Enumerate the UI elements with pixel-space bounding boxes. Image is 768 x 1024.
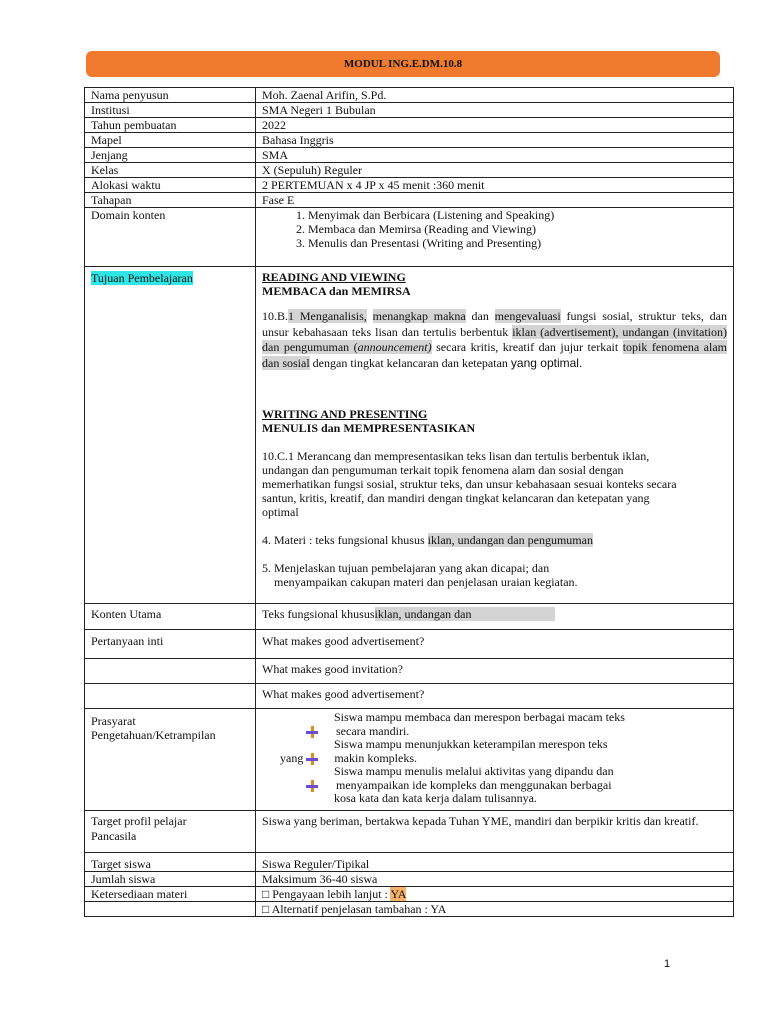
tujuan5-line1: 5. Menjelaskan tujuan pembelajaran yang akan dicapai; dan <box>262 561 550 575</box>
value-tahun: 2022 <box>256 118 734 133</box>
profil-label-2: Pancasila <box>91 828 137 843</box>
konten-text: Teks fungsional khusus <box>262 607 375 621</box>
row-ketersediaan <box>85 886 734 901</box>
row-institusi <box>85 103 734 118</box>
rv-highlight: mengevaluasi <box>494 309 561 323</box>
module-title: MODUL ING.E.DM.10.8 <box>343 58 463 70</box>
value-ketersediaan-1 <box>256 886 734 901</box>
row-jumlah <box>85 871 734 886</box>
label-ketersediaan: Ketersediaan materi <box>85 886 256 901</box>
label-tujuan <box>85 267 256 604</box>
value-pertanyaan-2: What makes good invitation? <box>256 659 734 684</box>
row-pertanyaan-2 <box>85 659 734 684</box>
value-konten <box>256 604 734 630</box>
rv-text: dan <box>465 309 495 323</box>
prasyarat-text: secara mandiri. <box>336 723 410 738</box>
prasyarat-text: makin kompleks. <box>334 750 417 765</box>
tujuan5-line2: menyampaikan cakupan materi dan penjelasan uraian kegiatan. <box>274 575 578 589</box>
value-alokasi: 2 PERTEMUAN x 4 JP x 45 menit :360 menit <box>256 178 734 193</box>
row-alokasi <box>85 178 734 193</box>
label-mapel: Mapel <box>85 133 256 148</box>
row-penyusun <box>85 88 734 103</box>
rv-highlight: announcement) <box>357 340 432 354</box>
value-mapel: Bahasa Inggris <box>256 133 734 148</box>
label-pertanyaan-empty <box>85 659 256 684</box>
prasyarat-item <box>280 765 727 806</box>
label-konten: Konten Utama <box>85 604 256 630</box>
ketersediaan-highlight: YA <box>390 886 407 901</box>
writing-title: WRITING AND PRESENTING <box>262 407 428 421</box>
label-domain: Domain konten <box>85 208 256 267</box>
prasyarat-text: Siswa mampu menunjukkan keterampilan merespon teks <box>334 737 608 751</box>
domain-item: 3. Menulis dan Presentasi (Writing and Presenting) <box>308 236 727 250</box>
row-target <box>85 852 734 871</box>
label-institusi: Institusi <box>85 103 256 118</box>
prasyarat-text: kosa kata dan kata kerja dalam tulisannya. <box>334 791 537 805</box>
profil-label-1: Target profil pelajar <box>91 813 187 828</box>
materi-text: 4. Materi : teks fungsional khusus <box>262 533 428 547</box>
value-tahapan: Fase E <box>256 193 734 208</box>
ketersediaan-text: □ Pengayaan lebih lanjut : <box>262 886 391 901</box>
prasyarat-item <box>280 711 727 738</box>
row-tujuan <box>85 267 734 604</box>
materi-highlight: iklan, undangan dan pengumuman <box>427 533 593 547</box>
materi-line <box>262 533 727 547</box>
prasyarat-text: menyampaikan ide kompleks dan menggunakan berbagai <box>336 777 612 792</box>
row-ketersediaan-2 <box>85 901 734 916</box>
prasyarat-label-2: Pengetahuan/Ketrampilan <box>91 728 216 742</box>
label-pertanyaan-empty <box>85 684 256 709</box>
row-prasyarat <box>85 709 734 811</box>
row-pertanyaan-3 <box>85 684 734 709</box>
row-jenjang <box>85 148 734 163</box>
value-prasyarat <box>256 709 734 811</box>
prasyarat-text: yang <box>280 750 304 765</box>
plus-bullet-icon <box>306 726 318 738</box>
label-tahapan: Tahapan <box>85 193 256 208</box>
module-title-bar <box>86 51 720 77</box>
value-tujuan <box>256 267 734 604</box>
value-jenjang: SMA <box>256 148 734 163</box>
row-pertanyaan-1 <box>85 630 734 659</box>
row-kelas <box>85 163 734 178</box>
module-table <box>84 87 734 917</box>
value-institusi: SMA Negeri 1 Bubulan <box>256 103 734 118</box>
row-konten <box>85 604 734 630</box>
label-alokasi: Alokasi waktu <box>85 178 256 193</box>
rv-highlight: iklan (advertisement), undangan (invitation) dan pengumuman ( <box>262 324 727 354</box>
label-ketersediaan-empty <box>85 901 256 916</box>
prasyarat-item <box>280 738 727 765</box>
rv-text: dengan tingkat kelancaran dan ketepatan <box>309 355 511 370</box>
rv-highlight: topik fenomena alam dan sosial <box>262 340 727 370</box>
value-ketersediaan-2: □ Alternatif penjelasan tambahan : YA <box>256 901 734 916</box>
tujuan-label: Tujuan Pembelajaran <box>91 271 193 285</box>
label-jumlah: Jumlah siswa <box>85 871 256 886</box>
domain-list <box>262 208 727 250</box>
rv-highlight: menangkap makna <box>372 309 466 323</box>
writing-subtitle: MENULIS dan MEMPRESENTASIKAN <box>262 421 476 435</box>
rv-text: 10.B. <box>262 309 289 323</box>
label-kelas: Kelas <box>85 163 256 178</box>
rv-text: fungsi sosial, struktur teks, dan unsur kebahasaan teks lisan dan tertulis berbentuk <box>262 309 727 339</box>
reading-subtitle: MEMBACA dan MEMIRSA <box>262 284 411 298</box>
row-domain <box>85 208 734 267</box>
label-target: Target siswa <box>85 852 256 871</box>
value-domain <box>256 208 734 267</box>
prasyarat-text: Siswa mampu menulis melalui aktivitas yang dipandu dan <box>334 764 614 778</box>
value-pertanyaan-3: What makes good advertisement? <box>256 684 734 709</box>
konten-highlight: iklan, undangan dan <box>375 607 556 621</box>
writing-paragraph: 10.C.1 Merancang dan mempresentasikan teks lisan dan tertulis berbentuk iklan, undangan dan pengumuman terkait topik fenomena alam dan sosial dengan memerhatikan fungsi sosial, struktur teks, dan unsur kebahasaan sesuai konteks secara santun, kritis, kreatif, dan mandiri dengan tingkat kelancaran dan ketepatan yang optimal <box>262 449 677 519</box>
label-pertanyaan: Pertanyaan inti <box>85 630 256 659</box>
label-profil <box>85 810 256 852</box>
label-jenjang: Jenjang <box>85 148 256 163</box>
label-penyusun: Nama penyusun <box>85 88 256 103</box>
row-profil <box>85 810 734 852</box>
domain-item: 2. Membaca dan Memirsa (Reading and Viewing) <box>308 222 727 236</box>
label-tahun: Tahun pembuatan <box>85 118 256 133</box>
row-mapel <box>85 133 734 148</box>
value-profil: Siswa yang beriman, bertakwa kepada Tuhan YME, mandiri dan berpikir kritis dan kreatif. <box>256 810 734 852</box>
value-kelas: X (Sepuluh) Reguler <box>256 163 734 178</box>
prasyarat-label-1: Prasyarat <box>91 714 136 728</box>
label-prasyarat <box>85 709 256 811</box>
prasyarat-text: Siswa mampu membaca dan merespon berbagai macam teks <box>334 710 625 724</box>
reading-title: READING AND VIEWING <box>262 270 406 284</box>
row-tahapan <box>85 193 734 208</box>
value-target: Siswa Reguler/Tipikal <box>256 852 734 871</box>
plus-bullet-icon <box>306 753 318 765</box>
value-pertanyaan-1: What makes good advertisement? <box>256 630 734 659</box>
value-penyusun: Moh. Zaenal Arifin, S.Pd. <box>256 88 734 103</box>
rv-text: secara kritis, kreatif dan jujur terkait <box>431 340 623 354</box>
rv-text <box>367 309 373 323</box>
reading-paragraph <box>262 309 727 371</box>
rv-text: yang optimal. <box>510 355 583 370</box>
domain-item: 1. Menyimak dan Berbicara (Listening and Speaking) <box>308 208 727 222</box>
value-jumlah: Maksimum 36-40 siswa <box>256 871 734 886</box>
page-number: 1 <box>664 958 671 970</box>
plus-bullet-icon <box>306 780 318 792</box>
row-tahun <box>85 118 734 133</box>
rv-highlight: 1 Menganalisis, <box>288 309 367 323</box>
